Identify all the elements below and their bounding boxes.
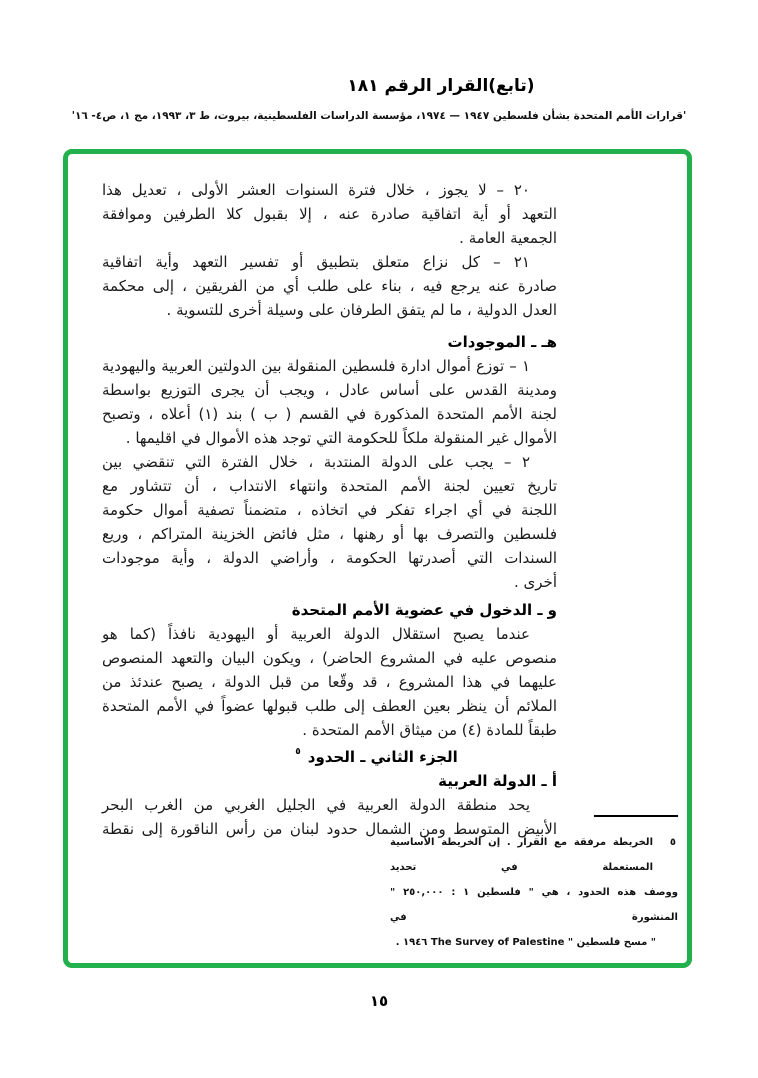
footnote-line: ووصف هذه الحدود ، هي " فلسطين ١ : ٢٥٠,٠٠٠ " المنشورة في: [390, 887, 678, 923]
footnote-number: ٥: [669, 837, 676, 848]
text-line: ٢١ – كل نزاع متعلق بتطبيق أو تفسير التعهد وأية اتفاقية: [102, 253, 530, 271]
text-line: العدل الدولية ، ما لم يتفق الطرفان على وسيلة أخرى للتسوية .: [166, 301, 557, 319]
text-line: الجمعية العامة .: [459, 229, 557, 247]
text-line: الملائم أن ينظر بعين العطف إلى طلب قبولها عضواً في الأمم المتحدة: [102, 697, 557, 715]
heading-part2-text: الجزء الثاني ـ الحدود: [307, 748, 458, 766]
paragraph-2: [102, 450, 557, 594]
heading-arab-state: أ ـ الدولة العربية: [438, 772, 557, 790]
text-line: ٢٠ – لا يجوز ، خلال فترة السنوات العشر الأولى ، تعديل هذا: [102, 181, 530, 199]
text-line: أخرى .: [514, 573, 557, 591]
text-line: فلسطين والتصرف بها أو رهنها ، مثل فائض الخزينة المتراكم ، وريع: [102, 525, 557, 543]
text-line: يحد منطقة الدولة العربية في الجليل الغربي من الغرب البحر: [102, 796, 530, 814]
text-line: منصوص عليه في المشروع الحاضر) ، ويكون البيان والتعهد المنصوص: [102, 649, 557, 667]
paragraph-1: [102, 354, 557, 450]
text-line: عندما يصبح استقلال الدولة العربية أو اليهودية نافذاً (كما هو: [102, 625, 530, 643]
text-line: ومدينة القدس على أساس عادل ، ويجب أن يجرى التوزيع بواسطة: [102, 381, 557, 399]
body-text: [102, 178, 557, 841]
heading-part2: [149, 742, 604, 769]
text-line: صادرة عنه يرجع فيه ، بناء على طلب أي من الفريقين ، إلى محكمة: [102, 277, 557, 295]
paragraph-20: [102, 178, 557, 250]
footnote-line: [390, 830, 678, 880]
page-subtitle: 'قرارات الأمم المتحدة بشأن فلسطين ١٩٤٧ — ١٩٧٤، مؤسسة الدراسات الفلسطينية، بيروت، ط ٣، ١٩٩٣، مج ١، ص٤- ١٦': [71, 110, 687, 122]
text-line: الأبيض المتوسط ومن الشمال حدود لبنان من رأس الناقورة إلى نقطة: [102, 820, 557, 838]
footnote-ref: ٥: [295, 747, 301, 757]
page-number: ١٥: [369, 992, 389, 1010]
footnote-line: " مسح فلسطين " The Survey of Palestine‏ ١٩٤٦ .: [395, 937, 656, 948]
paragraph-membership: [102, 622, 557, 742]
text-line: اللجنة في أي اجراء تفكر في اتخاذه ، متضمناً تصفية أموال حكومة: [102, 501, 557, 519]
text-line: ٢ – يجب على الدولة المنتدبة ، خلال الفترة التي تنقضي بين: [102, 453, 530, 471]
heading-assets: هـ ـ الموجودات: [447, 333, 557, 351]
text-line: الأموال غير المنقولة ملكاً للحكومة التي توجد هذه الأموال في اقليمها .: [125, 429, 557, 447]
footnote-rule: [594, 815, 678, 817]
text-line: لجنة الأمم المتحدة المذكورة في القسم ( ب ) بند (١) أعلاه ، وتصبح: [102, 405, 558, 423]
paragraph-21: [102, 250, 557, 322]
text-line: تاريخ تعيين لجنة الأمم المتحدة وانتهاء الانتداب ، أن تتشاور مع: [102, 477, 557, 495]
heading-membership: و ـ الدخول في عضوية الأمم المتحدة: [291, 601, 557, 619]
text-line: طبقاً للمادة (٤) من ميثاق الأمم المتحدة .: [302, 721, 557, 739]
text-line: السندات التي أصدرتها الحكومة ، وأراضي الدولة ، وأية موجودات: [102, 549, 557, 567]
text-line: عليهما في هذا المشروع ، قد وقّعا من قبل الدولة ، يصبح عندئذ من: [102, 673, 557, 691]
text-line: ١ – توزع أموال ادارة فلسطين المنقولة بين الدولتين العربية واليهودية: [102, 357, 530, 375]
footnote: [390, 815, 678, 955]
page-title: (تابع)القرار الرقم ١٨١: [347, 76, 535, 96]
footnote-text: الخريطة مرفقة مع القرار . إن الخريطة الأساسية المستعملة في تحديد: [390, 837, 653, 873]
text-line: التعهد أو أية اتفاقية صادرة عنه ، إلا بقبول كلا الطرفين وموافقة: [102, 205, 557, 223]
content-box: [63, 149, 692, 968]
